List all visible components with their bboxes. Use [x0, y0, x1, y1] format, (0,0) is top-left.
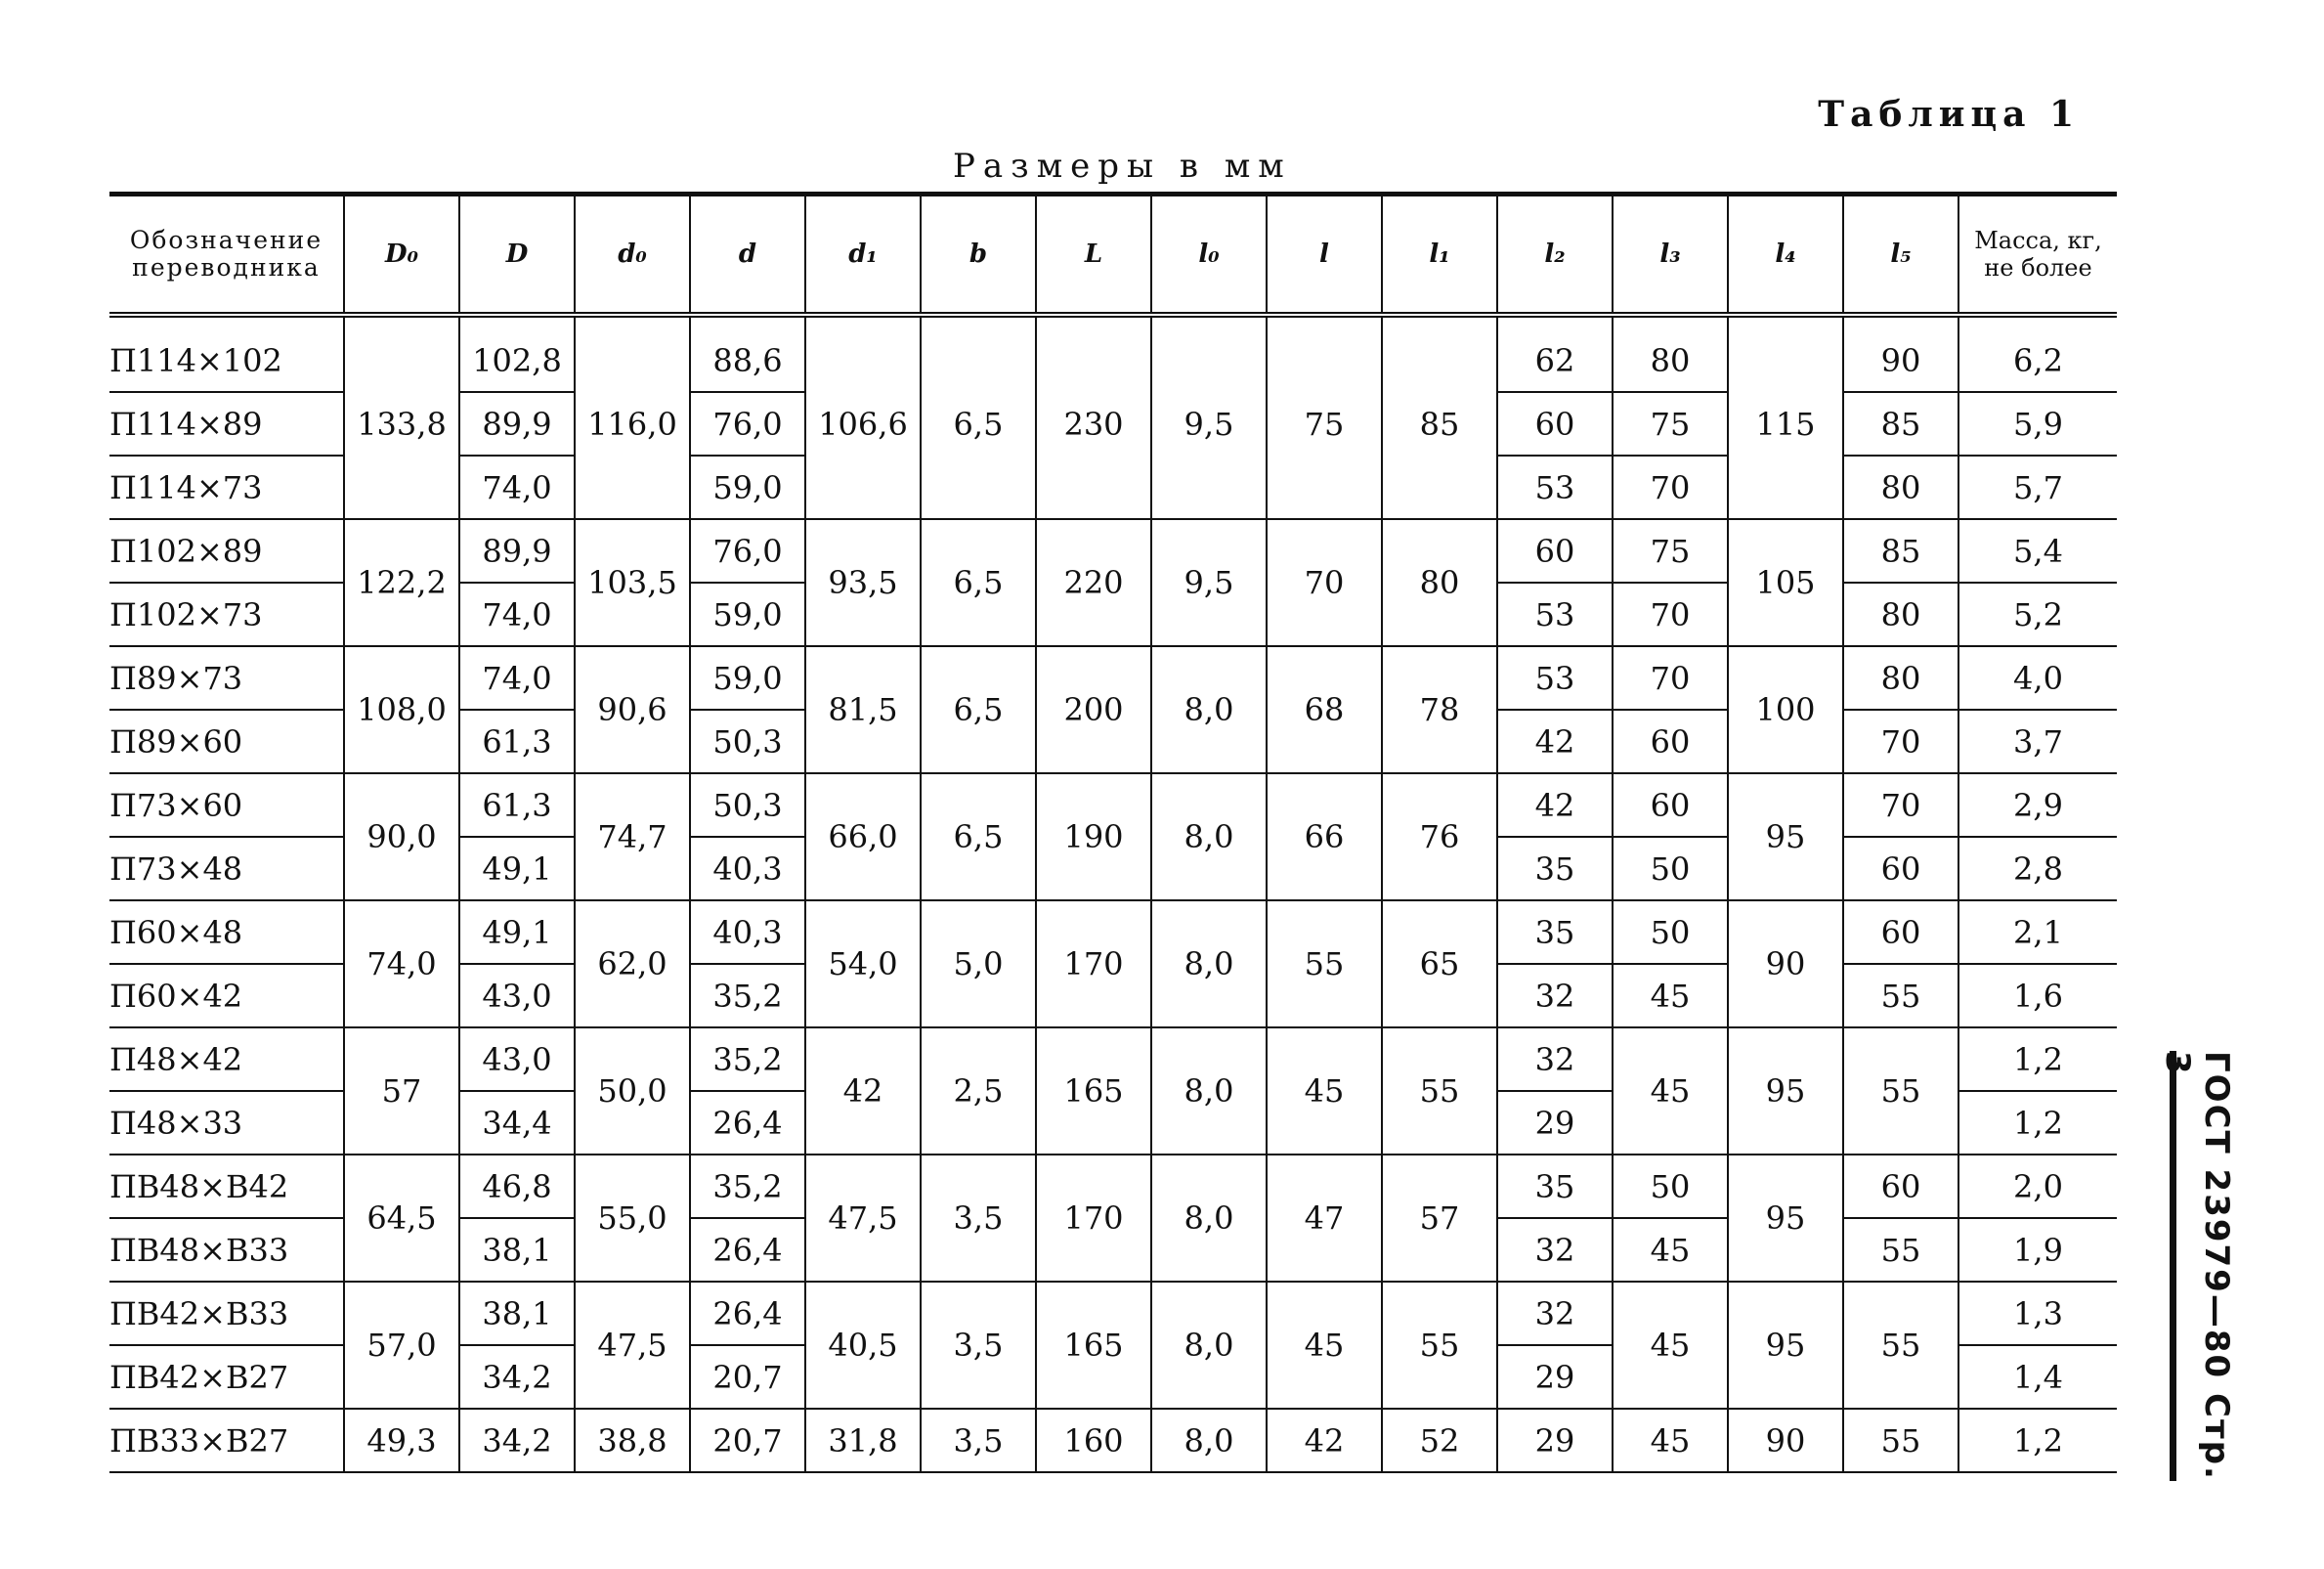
cell-l0: 8,0	[1151, 773, 1267, 900]
standard-reference: ГОСТ 23979—80 Стр. 3	[2158, 1051, 2236, 1481]
cell-l3: 70	[1613, 456, 1728, 519]
cell-l5: 90	[1843, 315, 1958, 392]
table-row	[109, 1282, 2117, 1345]
cell-l4: 95	[1728, 1155, 1843, 1282]
cell-d: 26,4	[690, 1218, 805, 1282]
cell-d1: 42	[805, 1027, 921, 1155]
cell-l0: 8,0	[1151, 1027, 1267, 1155]
cell-l2: 32	[1497, 1282, 1613, 1345]
col-header-l0: l₀	[1151, 195, 1267, 316]
cell-D: 34,4	[459, 1091, 575, 1155]
cell-l5: 85	[1843, 519, 1958, 583]
cell-l5: 80	[1843, 583, 1958, 646]
cell-b: 6,5	[921, 773, 1036, 900]
cell-D: 38,1	[459, 1282, 575, 1345]
cell-d: 50,3	[690, 773, 805, 837]
cell-b: 3,5	[921, 1155, 1036, 1282]
cell-l3: 45	[1613, 964, 1728, 1027]
cell-l3: 60	[1613, 710, 1728, 773]
cell-designation: ПВ42×В33	[109, 1282, 344, 1345]
cell-designation: П60×42	[109, 964, 344, 1027]
cell-d: 59,0	[690, 646, 805, 710]
cell-designation: П89×60	[109, 710, 344, 773]
cell-l5: 55	[1843, 1218, 1958, 1282]
cell-l5: 70	[1843, 773, 1958, 837]
cell-mass: 2,8	[1958, 837, 2117, 900]
standard-side-label	[2158, 1051, 2238, 1481]
cell-l2: 42	[1497, 773, 1613, 837]
cell-D: 43,0	[459, 964, 575, 1027]
cell-L: 230	[1036, 315, 1151, 519]
table-row	[109, 519, 2117, 583]
cell-l: 68	[1267, 646, 1382, 773]
cell-l0: 9,5	[1151, 315, 1267, 519]
table-row	[109, 646, 2117, 710]
cell-L: 170	[1036, 1155, 1151, 1282]
cell-l: 45	[1267, 1282, 1382, 1409]
cell-l1: 52	[1382, 1409, 1497, 1472]
cell-l1: 55	[1382, 1282, 1497, 1409]
cell-L: 200	[1036, 646, 1151, 773]
cell-l1: 78	[1382, 646, 1497, 773]
cell-l3: 45	[1613, 1282, 1728, 1409]
cell-l1: 80	[1382, 519, 1497, 646]
cell-d0: 50,0	[575, 1027, 690, 1155]
cell-D0: 64,5	[344, 1155, 459, 1282]
cell-d0: 90,6	[575, 646, 690, 773]
cell-d0: 55,0	[575, 1155, 690, 1282]
cell-designation: П73×48	[109, 837, 344, 900]
cell-mass: 6,2	[1958, 315, 2117, 392]
table-number: Таблица 1	[1818, 94, 2080, 135]
cell-l4: 95	[1728, 773, 1843, 900]
cell-mass: 1,6	[1958, 964, 2117, 1027]
cell-D0: 122,2	[344, 519, 459, 646]
cell-L: 165	[1036, 1027, 1151, 1155]
cell-l1: 57	[1382, 1155, 1497, 1282]
table-row	[109, 773, 2117, 837]
cell-l1: 55	[1382, 1027, 1497, 1155]
col-header-l5: l₅	[1843, 195, 1958, 316]
cell-l3: 75	[1613, 392, 1728, 456]
cell-mass: 2,9	[1958, 773, 2117, 837]
cell-l2: 29	[1497, 1091, 1613, 1155]
col-header-l2: l₂	[1497, 195, 1613, 316]
cell-D: 74,0	[459, 646, 575, 710]
cell-l0: 8,0	[1151, 1409, 1267, 1472]
table-row	[109, 315, 2117, 392]
cell-l3: 80	[1613, 315, 1728, 392]
cell-mass: 1,2	[1958, 1409, 2117, 1472]
cell-L: 160	[1036, 1409, 1151, 1472]
cell-l: 45	[1267, 1027, 1382, 1155]
cell-designation: П114×102	[109, 315, 344, 392]
cell-l: 42	[1267, 1409, 1382, 1472]
cell-d: 20,7	[690, 1409, 805, 1472]
cell-d: 59,0	[690, 456, 805, 519]
cell-D0: 74,0	[344, 900, 459, 1027]
cell-l5: 60	[1843, 837, 1958, 900]
col-header-l4: l₄	[1728, 195, 1843, 316]
cell-l0: 8,0	[1151, 1155, 1267, 1282]
cell-b: 6,5	[921, 646, 1036, 773]
cell-b: 3,5	[921, 1282, 1036, 1409]
cell-mass: 1,2	[1958, 1091, 2117, 1155]
col-header-d: d	[690, 195, 805, 316]
cell-d: 88,6	[690, 315, 805, 392]
cell-l1: 65	[1382, 900, 1497, 1027]
cell-l3: 45	[1613, 1409, 1728, 1472]
side-rule	[2170, 1051, 2176, 1481]
cell-designation: П60×48	[109, 900, 344, 964]
cell-l2: 32	[1497, 1218, 1613, 1282]
cell-d0: 74,7	[575, 773, 690, 900]
cell-d1: 66,0	[805, 773, 921, 900]
cell-b: 2,5	[921, 1027, 1036, 1155]
cell-l1: 85	[1382, 315, 1497, 519]
cell-designation: ПВ33×В27	[109, 1409, 344, 1472]
table-body	[109, 315, 2117, 1472]
cell-L: 220	[1036, 519, 1151, 646]
cell-l5: 80	[1843, 646, 1958, 710]
cell-l5: 80	[1843, 456, 1958, 519]
cell-D0: 108,0	[344, 646, 459, 773]
cell-designation: П102×89	[109, 519, 344, 583]
cell-d: 40,3	[690, 837, 805, 900]
cell-d0: 103,5	[575, 519, 690, 646]
col-header-D0: D₀	[344, 195, 459, 316]
col-header-l1: l₁	[1382, 195, 1497, 316]
cell-d: 26,4	[690, 1091, 805, 1155]
cell-L: 170	[1036, 900, 1151, 1027]
cell-D0: 133,8	[344, 315, 459, 519]
cell-l3: 60	[1613, 773, 1728, 837]
cell-l3: 50	[1613, 900, 1728, 964]
cell-l4: 90	[1728, 900, 1843, 1027]
cell-l0: 8,0	[1151, 646, 1267, 773]
table-header	[109, 195, 2117, 316]
col-header-d1: d₁	[805, 195, 921, 316]
cell-l2: 35	[1497, 900, 1613, 964]
cell-l3: 50	[1613, 837, 1728, 900]
cell-l2: 35	[1497, 1155, 1613, 1218]
cell-l0: 9,5	[1151, 519, 1267, 646]
cell-D: 34,2	[459, 1409, 575, 1472]
cell-d0: 38,8	[575, 1409, 690, 1472]
cell-l: 47	[1267, 1155, 1382, 1282]
cell-l5: 55	[1843, 1409, 1958, 1472]
cell-l2: 53	[1497, 583, 1613, 646]
cell-l5: 55	[1843, 964, 1958, 1027]
cell-l: 75	[1267, 315, 1382, 519]
cell-l4: 95	[1728, 1027, 1843, 1155]
cell-designation: П114×73	[109, 456, 344, 519]
cell-d1: 81,5	[805, 646, 921, 773]
cell-l2: 32	[1497, 964, 1613, 1027]
cell-d1: 31,8	[805, 1409, 921, 1472]
cell-l5: 85	[1843, 392, 1958, 456]
col-header-L: L	[1036, 195, 1151, 316]
cell-d: 26,4	[690, 1282, 805, 1345]
cell-l3: 70	[1613, 646, 1728, 710]
cell-D: 34,2	[459, 1345, 575, 1409]
cell-D: 61,3	[459, 773, 575, 837]
cell-b: 5,0	[921, 900, 1036, 1027]
cell-l3: 45	[1613, 1218, 1728, 1282]
cell-l3: 50	[1613, 1155, 1728, 1218]
cell-designation: ПВ42×В27	[109, 1345, 344, 1409]
cell-D: 49,1	[459, 900, 575, 964]
cell-l5: 60	[1843, 900, 1958, 964]
cell-D0: 90,0	[344, 773, 459, 900]
cell-mass: 1,4	[1958, 1345, 2117, 1409]
cell-l4: 90	[1728, 1409, 1843, 1472]
cell-d0: 62,0	[575, 900, 690, 1027]
cell-l2: 35	[1497, 837, 1613, 900]
cell-D: 89,9	[459, 392, 575, 456]
cell-d: 35,2	[690, 1027, 805, 1091]
cell-L: 190	[1036, 773, 1151, 900]
cell-l1: 76	[1382, 773, 1497, 900]
cell-mass: 5,2	[1958, 583, 2117, 646]
cell-d: 76,0	[690, 392, 805, 456]
col-header-mass: Масса, кг, не более	[1958, 195, 2117, 316]
cell-l4: 100	[1728, 646, 1843, 773]
cell-designation: П73×60	[109, 773, 344, 837]
cell-b: 6,5	[921, 315, 1036, 519]
cell-d1: 54,0	[805, 900, 921, 1027]
cell-mass: 5,7	[1958, 456, 2117, 519]
cell-mass: 1,9	[1958, 1218, 2117, 1282]
cell-d: 40,3	[690, 900, 805, 964]
cell-d1: 40,5	[805, 1282, 921, 1409]
cell-d1: 106,6	[805, 315, 921, 519]
cell-l2: 62	[1497, 315, 1613, 392]
cell-l4: 115	[1728, 315, 1843, 519]
cell-d0: 116,0	[575, 315, 690, 519]
cell-mass: 4,0	[1958, 646, 2117, 710]
table-row	[109, 1027, 2117, 1091]
cell-D: 38,1	[459, 1218, 575, 1282]
cell-D: 61,3	[459, 710, 575, 773]
cell-d: 35,2	[690, 964, 805, 1027]
col-header-d0: d₀	[575, 195, 690, 316]
cell-b: 6,5	[921, 519, 1036, 646]
cell-d1: 47,5	[805, 1155, 921, 1282]
table-row	[109, 900, 2117, 964]
cell-designation: П102×73	[109, 583, 344, 646]
cell-L: 165	[1036, 1282, 1151, 1409]
cell-D: 43,0	[459, 1027, 575, 1091]
cell-D: 74,0	[459, 456, 575, 519]
cell-l2: 29	[1497, 1345, 1613, 1409]
cell-mass: 1,3	[1958, 1282, 2117, 1345]
col-header-l: l	[1267, 195, 1382, 316]
cell-l2: 60	[1497, 519, 1613, 583]
cell-d: 20,7	[690, 1345, 805, 1409]
cell-l5: 55	[1843, 1027, 1958, 1155]
cell-l0: 8,0	[1151, 1282, 1267, 1409]
cell-l: 55	[1267, 900, 1382, 1027]
cell-l5: 55	[1843, 1282, 1958, 1409]
cell-l3: 75	[1613, 519, 1728, 583]
cell-mass: 2,0	[1958, 1155, 2117, 1218]
cell-mass: 1,2	[1958, 1027, 2117, 1091]
cell-D: 46,8	[459, 1155, 575, 1218]
cell-l3: 70	[1613, 583, 1728, 646]
col-header-D: D	[459, 195, 575, 316]
cell-d: 35,2	[690, 1155, 805, 1218]
cell-l3: 45	[1613, 1027, 1728, 1155]
cell-l5: 60	[1843, 1155, 1958, 1218]
cell-D: 89,9	[459, 519, 575, 583]
cell-designation: П48×33	[109, 1091, 344, 1155]
cell-d: 59,0	[690, 583, 805, 646]
cell-b: 3,5	[921, 1409, 1036, 1472]
cell-designation: П89×73	[109, 646, 344, 710]
cell-l4: 95	[1728, 1282, 1843, 1409]
cell-l4: 105	[1728, 519, 1843, 646]
cell-l2: 60	[1497, 392, 1613, 456]
cell-designation: ПВ48×В33	[109, 1218, 344, 1282]
cell-d1: 93,5	[805, 519, 921, 646]
cell-mass: 5,4	[1958, 519, 2117, 583]
cell-l: 70	[1267, 519, 1382, 646]
cell-D0: 57,0	[344, 1282, 459, 1409]
cell-l2: 42	[1497, 710, 1613, 773]
cell-D: 74,0	[459, 583, 575, 646]
cell-d: 50,3	[690, 710, 805, 773]
col-header-b: b	[921, 195, 1036, 316]
cell-mass: 5,9	[1958, 392, 2117, 456]
cell-d: 76,0	[690, 519, 805, 583]
cell-designation: П114×89	[109, 392, 344, 456]
cell-l2: 53	[1497, 456, 1613, 519]
cell-l0: 8,0	[1151, 900, 1267, 1027]
dimensions-table	[109, 192, 2117, 1473]
cell-l2: 53	[1497, 646, 1613, 710]
cell-mass: 3,7	[1958, 710, 2117, 773]
cell-l2: 32	[1497, 1027, 1613, 1091]
cell-designation: П48×42	[109, 1027, 344, 1091]
cell-D: 102,8	[459, 315, 575, 392]
cell-mass: 2,1	[1958, 900, 2117, 964]
cell-l5: 70	[1843, 710, 1958, 773]
table-row	[109, 1409, 2117, 1472]
units-caption: Размеры в мм	[953, 147, 1292, 186]
cell-D: 49,1	[459, 837, 575, 900]
table-row	[109, 1155, 2117, 1218]
cell-d0: 47,5	[575, 1282, 690, 1409]
cell-l: 66	[1267, 773, 1382, 900]
cell-designation: ПВ48×В42	[109, 1155, 344, 1218]
cell-l2: 29	[1497, 1409, 1613, 1472]
col-header-l3: l₃	[1613, 195, 1728, 316]
cell-D0: 49,3	[344, 1409, 459, 1472]
col-header-designation: Обозначение переводника	[129, 226, 323, 282]
cell-D0: 57	[344, 1027, 459, 1155]
